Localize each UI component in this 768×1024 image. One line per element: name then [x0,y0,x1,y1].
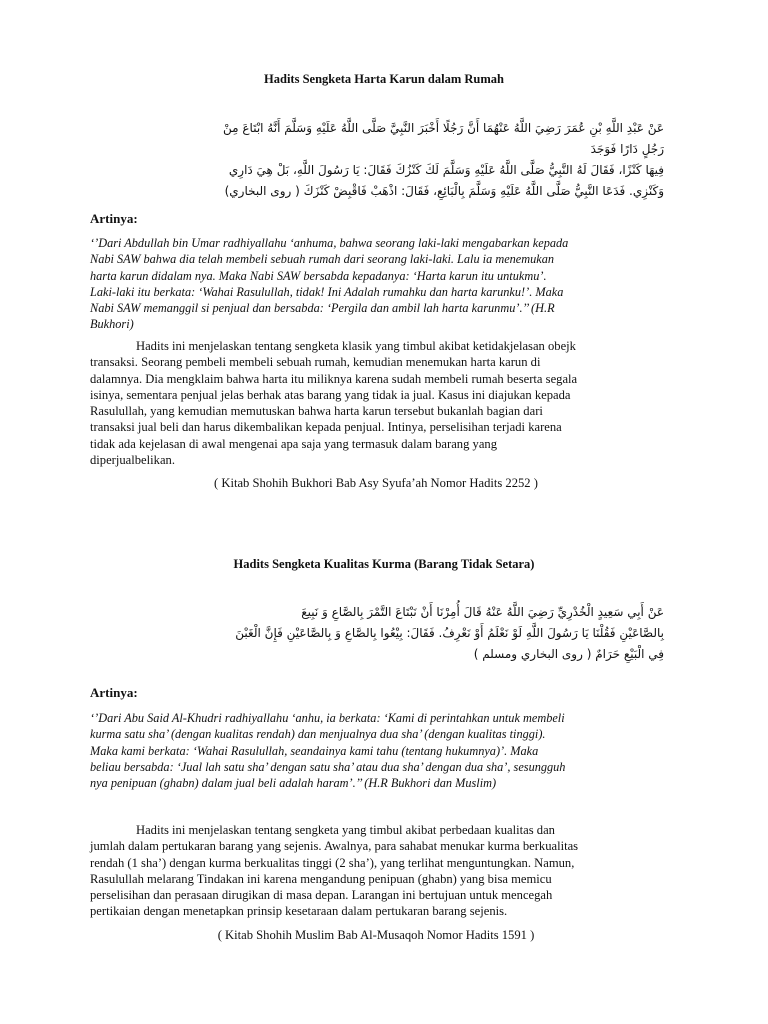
translation-line: Nabi SAW memanggil si penjual dan bersabda: ‘Pergila dan ambil lah harta karunmu’.’’ (H.R [90,301,555,316]
arabic-line: بِالصَّاعَيْنِ فَقُلْنَا يَا رَسُولَ اللَّهِ لَوْ نَعْلَمُ أَوْ نَعْرِفُ. فَقَالَ: بِيْعُوا بِالصَّاعِ وَ بِالصَّاعَيْنِ فَإِنَّ الْغَبْنَ [235,626,664,640]
section1-explanation [90,338,680,468]
explanation-line: Hadits ini menjelaskan tentang sengketa yang timbul akibat perbedaan kualitas dan [136,823,555,837]
section1-translation [90,235,680,333]
explanation-line: Rasulullah, yang kemudian memutuskan bahwa harta karun tersebut bukanlah bagian dari [90,404,543,419]
arabic-line: عَنْ عَبْدِ اللَّهِ بْنِ عُمَرَ رَضِيَ اللَّهُ عَنْهُمَا أَنَّ رَجُلًا أَخْبَرَ النَّبِيَّ صَلَّى اللَّهُ عَلَيْهِ وَسَلَّمَ أَنَّهُ ابْتَاعَ مِنْ [223,121,664,135]
translation-line: nya penipuan (ghabn) dalam jual beli adalah haram’.’’ (H.R Bukhori dan Muslim) [90,776,497,791]
explanation-line: dalamnya. Dia mengklaim bahwa harta itu miliknya karena sudah membeli rumah beserta segala [90,371,578,386]
section2-reference: ( Kitab Shohih Muslim Bab Al-Musaqoh Nomor Hadits 1591 ) [217,928,535,942]
translation-line: ‘’Dari Abu Said Al-Khudri radhiyallahu ‘anhu, ia berkata: ‘Kami di perintahkan untuk membeli [90,711,565,725]
arabic-line: عَنْ أَبِي سَعِيدٍ الْخُدْرِيِّ رَضِيَ اللَّهُ عَنْهُ قَالَ أُمِرْنَا أَنْ نَبْتَاعَ التَّمْرَ بِالصَّاعِ وَ نَبِيعَ [301,605,664,619]
section2-explanation [90,822,680,920]
explanation-line: isinya, sementara penjual jelas berhak atas barang yang tidak ia jual. Kasus ini diajukan kepada [90,387,571,402]
translation-line: Laki-laki itu berkata: ‘Wahai Rasulullah, tidak! Ini Adalah rumahku dan harta karunku!’. Maka [90,284,564,299]
translation-line: ‘’Dari Abdullah bin Umar radhiyallahu ‘anhuma, bahwa seorang laki-laki mengabarkan kepada [90,236,569,250]
explanation-line: transaksi jual beli dan harus dikembalikan kepada penjual. Intinya, perselisihan terjadi karena [90,420,562,435]
translation-line: beliau bersabda: ‘Jual lah satu sha’ dengan satu sha’ atau dua sha’ dengan dua sha’, sesungguh [90,759,566,774]
section2-title: Hadits Sengketa Kualitas Kurma (Barang Tidak Setara) [233,557,535,571]
translation-line: kurma satu sha’ (dengan kualitas rendah) dan menjualnya dua sha’ (dengan kualitas tinggi). [90,727,546,742]
explanation-line: tidak ada kejelasan di awal mengenai apa saja yang termasuk dalam barang yang [90,436,498,451]
translation-line: Maka kami berkata: ‘Wahai Rasulullah, seandainya kami tahu (tentang hukumnya)’. Maka [90,743,539,758]
arabic-line: فِي الْبَيْعِ حَرَامٌ ( روى البخاري ومسلم ) [473,647,664,661]
explanation-line: diperjualbelikan. [90,453,175,468]
arabic-line: وَكَنْزِي. فَدَعَا النَّبِيُّ صَلَّى اللَّهُ عَلَيْهِ وَسَلَّمَ بِالْبَائِعِ، فَقَالَ: اذْهَبْ فَاقْبِضْ كَنْزَكَ ( روى البخاري) [224,184,664,198]
section1-title: Hadits Sengketa Harta Karun dalam Rumah [264,72,504,86]
translation-line: Bukhori) [90,317,134,332]
arabic-line: فِيهَا كَنْزًا، فَقَالَ لَهُ النَّبِيُّ صَلَّى اللَّهُ عَلَيْهِ وَسَلَّمَ لَكَ كَنْزُكَ فَقَالَ: يَا رَسُولَ اللَّهِ، بَلْ هِيَ دَارِي [228,163,664,177]
section1-arabic-text [136,118,664,202]
section2-arabic-text [136,602,664,665]
explanation-line: Hadits ini menjelaskan tentang sengketa klasik yang timbul akibat ketidakjelasan obejk [136,339,576,353]
explanation-line: Rasulullah melarang Tindakan ini karena mengandung penipuan (ghabn) yang bisa memicu [90,871,552,886]
section2-artinya-label: Artinya: [90,685,138,700]
explanation-line: perselisihan dan perasaan dirugikan di masa depan. Larangan ini bertujuan untuk mencegah [90,888,553,903]
section2-translation [90,710,680,791]
translation-line: harta karun didalam nya. Maka Nabi SAW bersabda kepadanya: ‘Harta karun itu untukmu’. [90,268,547,283]
section1-reference: ( Kitab Shohih Bukhori Bab Asy Syufa’ah Nomor Hadits 2252 ) [214,476,538,490]
explanation-line: jumlah dalam pertukaran barang yang sejenis. Awalnya, para sahabat menukar kurma berkualitas [90,839,579,854]
explanation-line: pertikaian dengan menetapkan prinsip kesetaraan dalam pertukaran barang sejenis. [90,904,508,919]
translation-line: Nabi SAW bahwa dia telah membeli sebuah rumah dari seorang laki-laki. Lalu ia menemukan [90,252,555,267]
explanation-line: rendah (1 sha’) dengan kurma berkualitas tinggi (2 sha’), yang terlihat menguntungkan. Namun, [90,855,575,870]
arabic-line: رَجُلٍ دَارًا فَوَجَدَ [590,142,664,156]
section1-artinya-label: Artinya: [90,211,138,226]
explanation-line: transaksi. Seorang pembeli membeli sebuah rumah, kemudian menemukan harta karun di [90,355,541,370]
